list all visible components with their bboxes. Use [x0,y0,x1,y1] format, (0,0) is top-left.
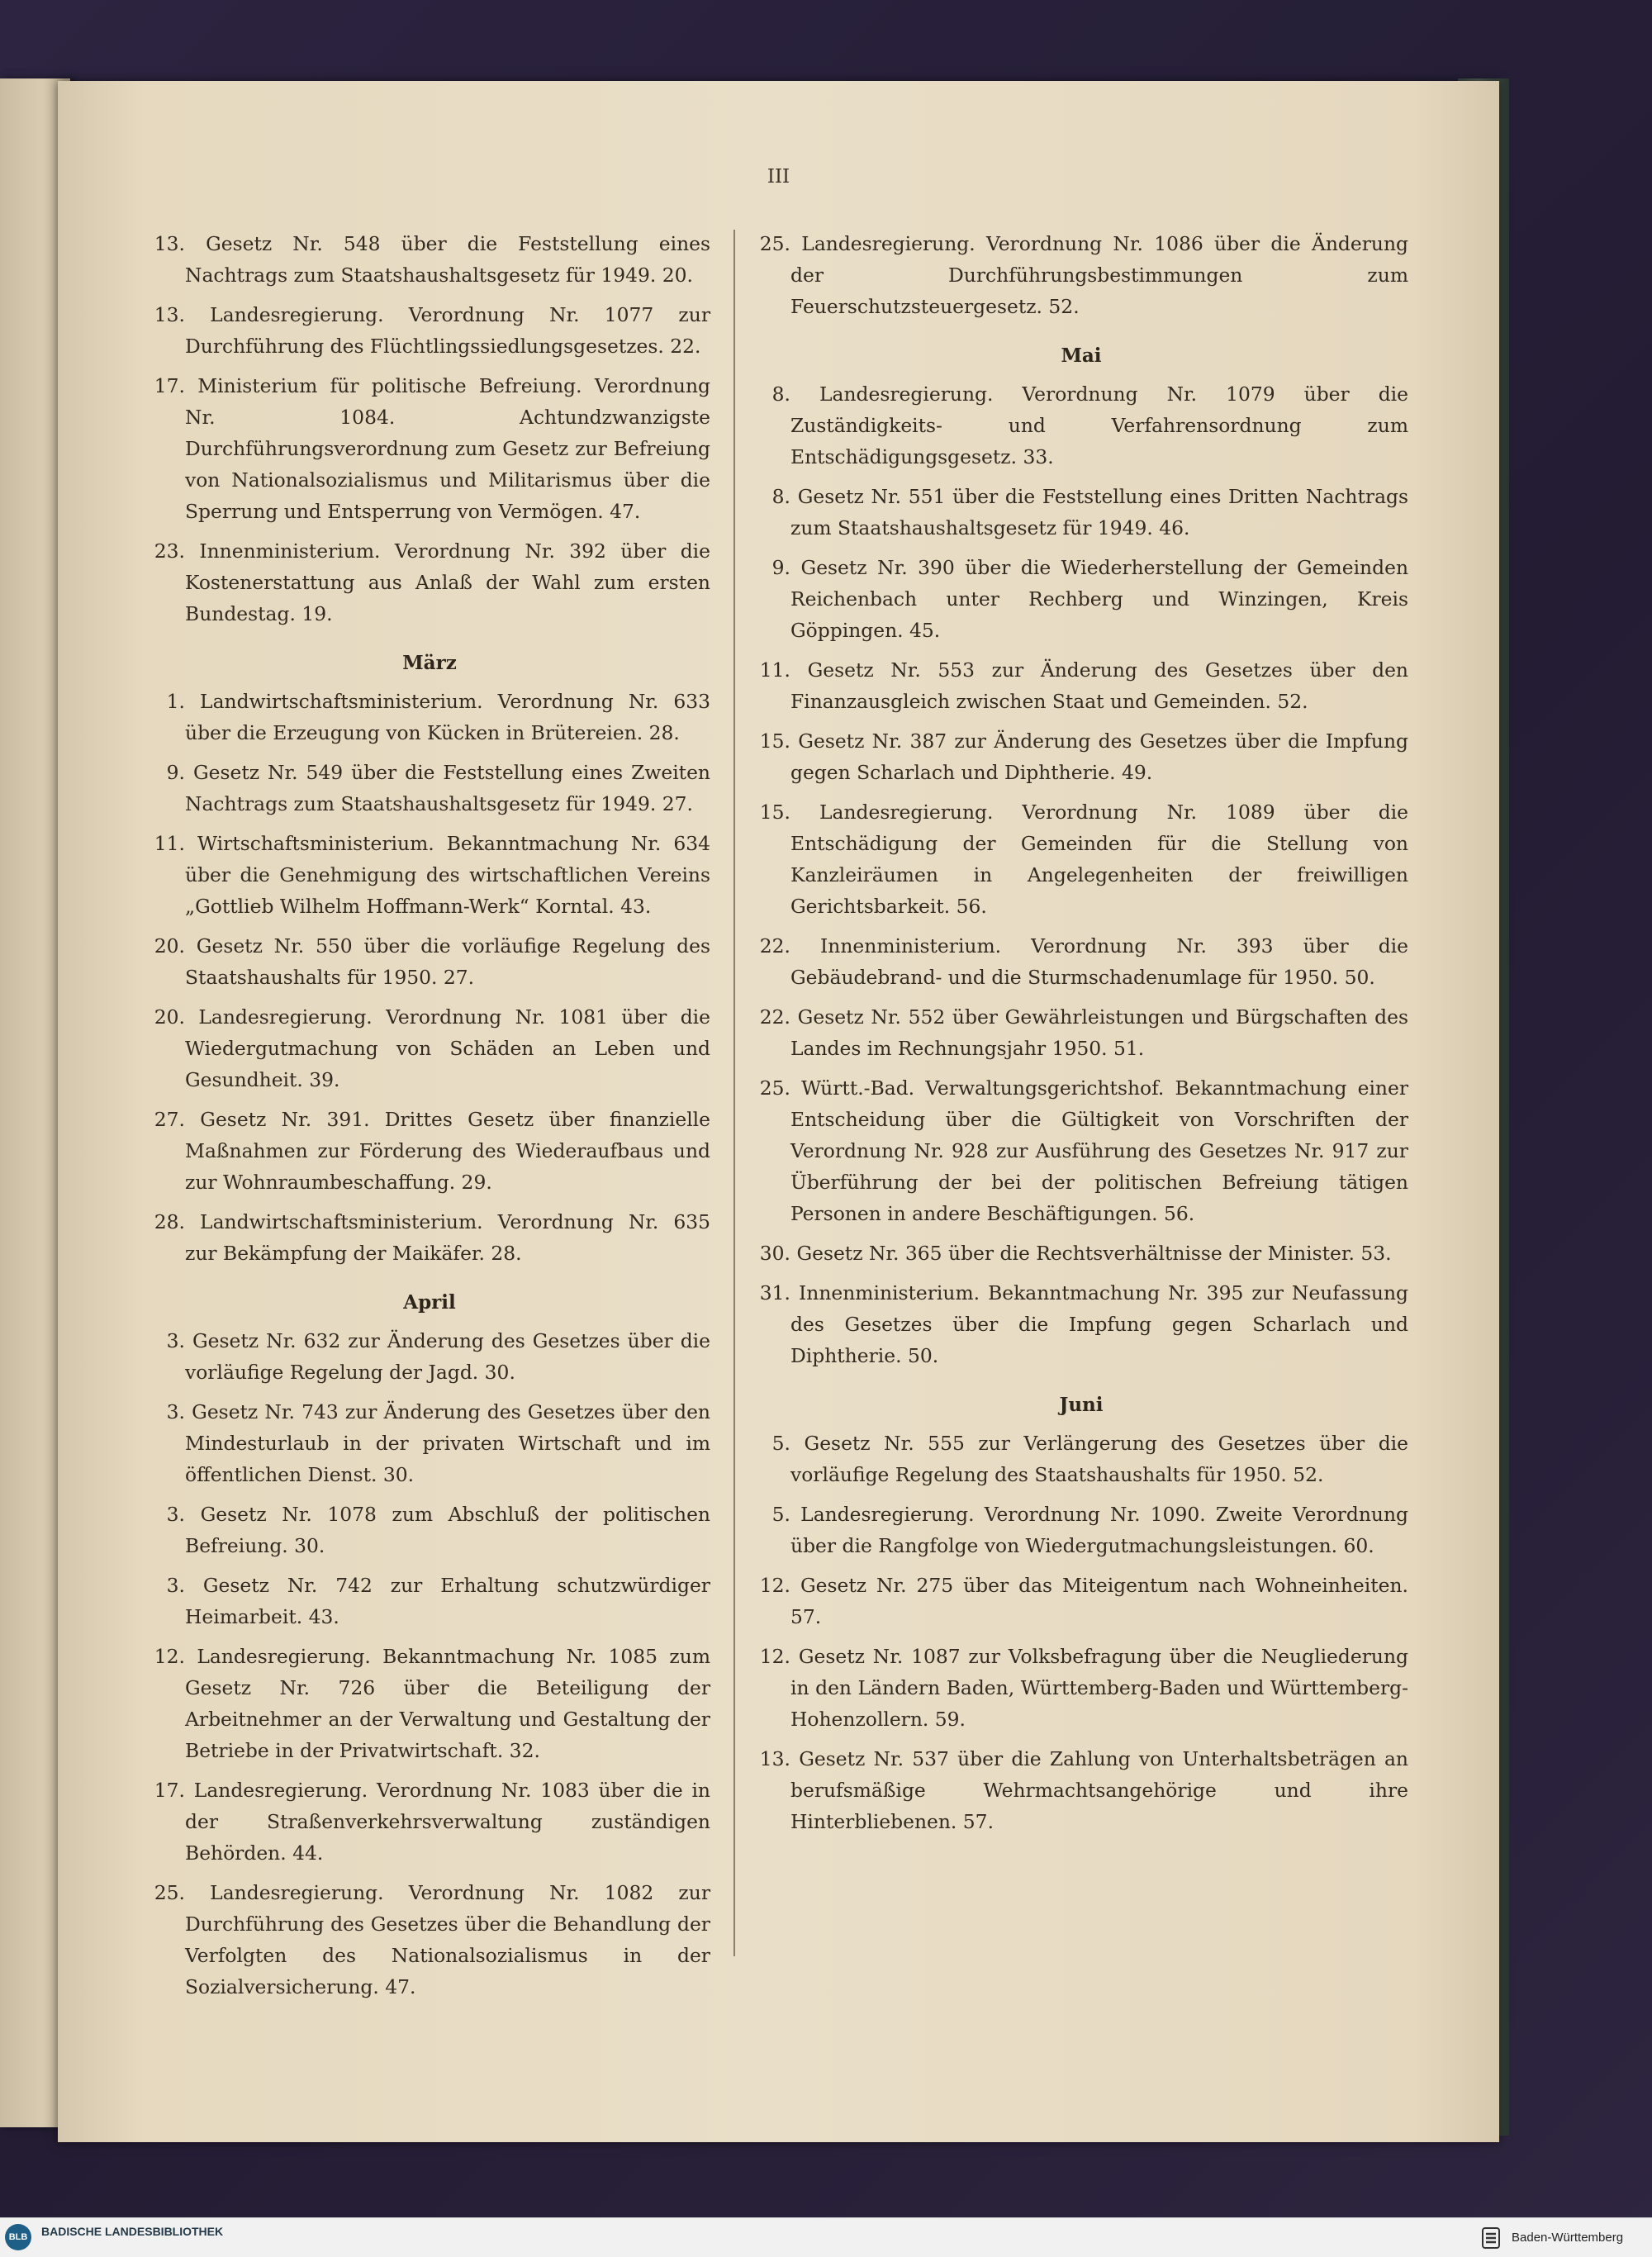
entry-day: 9. [771,556,790,579]
entry-text: Landesregierung. Verordnung Nr. 1083 über die in der Straßenverkehrsverwaltung zuständigen Behörden. 44. [185,1779,710,1865]
index-entry [754,654,1408,717]
index-entry [149,930,710,993]
entry-day: 8. [771,383,790,406]
entry-day: 8. [771,485,790,508]
entry-text: Landesregierung. Bekanntmachung Nr. 1085 zum Gesetz Nr. 726 über die Beteiligung der Arbeitnehmer an der Verwaltung und Gestaltung der Betriebe in der Privatwirtschaft. 32. [185,1645,710,1762]
index-entry [754,1072,1408,1229]
entry-text: Landesregierung. Verordnung Nr. 1082 zur Durchführung des Gesetzes über die Behandlung der Verfolgten des Nationalsozialismus in der Sozialversicherung. 47. [185,1881,710,1998]
index-entry [754,725,1408,788]
index-entry [149,1775,710,1869]
entry-day: 3. [166,1400,185,1423]
entry-day: 13. [154,303,185,326]
entry-day: 13. [154,232,185,255]
index-entry [149,228,710,291]
entry-day: 28. [154,1210,185,1233]
entry-day: 15. [759,729,790,753]
page-number: III [767,166,790,188]
entry-text: Gesetz Nr. 365 über die Rechtsverhältnisse der Minister. 53. [796,1242,1392,1265]
entry-text: Gesetz Nr. 742 zur Erhaltung schutzwürdiger Heimarbeit. 43. [185,1574,710,1628]
index-entry [149,1206,710,1269]
entry-text: Gesetz Nr. 537 über die Zahlung von Unterhaltsbeträgen an berufsmäßige Wehrmachtsangehörige und ihre Hinterbliebenen. 57. [790,1747,1409,1833]
entry-text: Gesetz Nr. 552 über Gewährleistungen und Bürgschaften des Landes im Rechnungsjahr 1950. 51. [790,1005,1408,1060]
left-column [149,228,710,2011]
entry-day: 3. [166,1503,185,1526]
entry-day: 5. [771,1432,790,1455]
entry-text: Ministerium für politische Befreiung. Verordnung Nr. 1084. Achtundzwanzigste Durchführungsverordnung zum Gesetz zur Befreiung von Nationalsozialismus und Militarismus über die Sperrung und Entsperrung von Vermögen. 47. [185,374,710,523]
entry-day: 30. [759,1242,790,1265]
entry-text: Gesetz Nr. 391. Drittes Gesetz über finanzielle Maßnahmen zur Förderung des Wiederaufbaus und zur Wohnraumbeschaffung. 29. [185,1108,710,1194]
blb-logo-text: BLB [8,2232,28,2242]
column-divider [733,230,735,1956]
entry-day: 15. [759,801,790,824]
document-page [58,81,1499,2142]
index-entry [149,535,710,630]
right-column [754,228,1408,1846]
entry-day: 13. [759,1747,790,1770]
index-entry [149,1570,710,1632]
entry-day: 23. [154,539,185,563]
entry-day: 20. [154,1005,185,1029]
index-entry [754,378,1408,473]
entry-text: Gesetz Nr. 275 über das Miteigentum nach Wohneinheiten. 57. [790,1574,1408,1628]
entry-day: 11. [759,658,790,682]
index-entry [754,481,1408,544]
month-heading: April [403,1291,456,1314]
index-entry [754,930,1408,993]
entry-day: 12. [759,1574,790,1597]
index-entry [754,1238,1408,1269]
blb-logo-icon[interactable] [5,2224,31,2250]
entry-text: Landesregierung. Verordnung Nr. 1090. Zweite Verordnung über die Rangfolge von Wiedergutmachungsleistungen. 60. [790,1503,1408,1557]
index-entry [754,1743,1408,1837]
entry-day: 11. [154,832,185,855]
index-entry [149,828,710,922]
index-entry [149,299,710,362]
index-entry [754,1277,1408,1371]
index-entry [149,1641,710,1766]
entry-day: 1. [166,690,185,713]
index-entry [754,796,1408,922]
entry-text: Landesregierung. Verordnung Nr. 1079 über die Zuständigkeits- und Verfahrensordnung zum Entschädigungsgesetz. 33. [790,383,1409,468]
entry-text: Innenministerium. Bekanntmachung Nr. 395 zur Neufassung des Gesetzes über die Impfung gegen Scharlach und Diphtherie. 50. [790,1281,1408,1367]
index-entry [149,757,710,820]
index-entry [149,1877,710,2003]
month-heading: Mai [1061,344,1102,367]
index-entry [149,1499,710,1561]
month-heading: Juni [1059,1394,1104,1416]
entry-text: Wirtschaftsministerium. Bekanntmachung Nr. 634 über die Genehmigung des wirtschaftlichen Vereins „Gottlieb Wilhelm Hoffmann-Werk“ Korntal. 43. [185,832,710,918]
index-entry [754,552,1408,646]
entry-text: Gesetz Nr. 1087 zur Volksbefragung über die Neugliederung in den Ländern Baden, Württemberg-Baden und Württemberg-Hohenzollern. 59. [790,1645,1409,1731]
index-entry [149,686,710,748]
entry-text: Landesregierung. Verordnung Nr. 1077 zur Durchführung des Flüchtlingssiedlungsgesetzes. 22. [185,303,710,358]
entry-text: Landwirtschaftsministerium. Verordnung Nr. 635 zur Bekämpfung der Maikäfer. 28. [185,1210,711,1265]
entry-day: 17. [154,1779,185,1802]
state-label[interactable]: Baden-Württemberg [1512,2231,1624,2245]
entry-day: 22. [759,934,790,957]
entry-text: Württ.-Bad. Verwaltungsgerichtshof. Bekanntmachung einer Entscheidung über die Gültigkeit von Vorschriften der Verordnung Nr. 928 zur Ausführung des Gesetzes Nr. 917 zur Überführung der bei der politischen Befreiung tätigen Personen in andere Beschäftigungen. 56. [790,1076,1409,1225]
entry-text: Gesetz Nr. 555 zur Verlängerung des Gesetzes über die vorläufige Regelung des Staatshaushalts für 1950. 52. [790,1432,1408,1486]
baden-wuerttemberg-lions-icon [1480,2226,1502,2250]
entry-day: 3. [166,1329,185,1352]
index-entry [149,1396,710,1490]
entry-text: Innenministerium. Verordnung Nr. 393 über die Gebäudebrand- und die Sturmschadenumlage für 1950. 50. [790,934,1409,989]
entry-text: Gesetz Nr. 551 über die Feststellung eines Dritten Nachtrags zum Staatshaushaltsgesetz für 1949. 46. [790,485,1408,539]
index-entry [149,1001,710,1095]
entry-text: Gesetz Nr. 387 zur Änderung des Gesetzes über die Impfung gegen Scharlach und Diphtherie. 49. [790,729,1409,784]
index-entry [754,228,1408,322]
entry-day: 12. [759,1645,790,1668]
index-entry [149,1325,710,1388]
entry-day: 12. [154,1645,185,1668]
index-entry [754,1428,1408,1490]
entry-day: 5. [771,1503,790,1526]
entry-text: Landwirtschaftsministerium. Verordnung Nr. 633 über die Erzeugung von Kücken in Brütereien. 28. [185,690,711,744]
entry-text: Innenministerium. Verordnung Nr. 392 über die Kostenerstattung aus Anlaß der Wahl zum ersten Bundestag. 19. [185,539,710,625]
entry-text: Gesetz Nr. 549 über die Feststellung eines Zweiten Nachtrags zum Staatshaushaltsgesetz für 1949. 27. [185,761,710,815]
library-name[interactable]: BADISCHE LANDESBIBLIOTHEK [41,2225,224,2238]
index-entry [149,370,710,527]
entry-day: 31. [759,1281,790,1304]
entry-day: 20. [154,934,185,957]
entry-text: Gesetz Nr. 390 über die Wiederherstellung der Gemeinden Reichenbach unter Rechberg und Winzingen, Kreis Göppingen. 45. [790,556,1409,642]
entry-text: Gesetz Nr. 743 zur Änderung des Gesetzes über den Mindesturlaub in der privaten Wirtschaft und im öffentlichen Dienst. 30. [185,1400,710,1486]
entry-text: Landesregierung. Verordnung Nr. 1081 über die Wiedergutmachung von Schäden an Leben und Gesundheit. 39. [185,1005,710,1091]
entry-day: 27. [154,1108,185,1131]
entry-text: Gesetz Nr. 1078 zum Abschluß der politischen Befreiung. 30. [185,1503,710,1557]
entry-day: 25. [759,1076,790,1100]
entry-text: Landesregierung. Verordnung Nr. 1089 über die Entschädigung der Gemeinden für die Stellung von Kanzleiräumen in Angelegenheiten der freiwilligen Gerichtsbarkeit. 56. [790,801,1409,918]
entry-text: Gesetz Nr. 550 über die vorläufige Regelung des Staatshaushalts für 1950. 27. [185,934,711,989]
index-entry [754,1001,1408,1064]
index-entry [754,1641,1408,1735]
month-heading: März [402,652,457,674]
entry-day: 17. [154,374,185,397]
entry-day: 25. [759,232,790,255]
entry-text: Gesetz Nr. 632 zur Änderung des Gesetzes über die vorläufige Regelung der Jagd. 30. [185,1329,710,1384]
entry-day: 9. [166,761,185,784]
index-entry [754,1570,1408,1632]
viewer-footer [0,2217,1652,2257]
index-entry [149,1104,710,1198]
entry-day: 3. [166,1574,185,1597]
entry-text: Gesetz Nr. 548 über die Feststellung eines Nachtrags zum Staatshaushaltsgesetz für 1949. 20. [185,232,710,287]
entry-text: Gesetz Nr. 553 zur Änderung des Gesetzes über den Finanzausgleich zwischen Staat und Gemeinden. 52. [790,658,1408,713]
index-entry [754,1499,1408,1561]
entry-text: Landesregierung. Verordnung Nr. 1086 über die Änderung der Durchführungsbestimmungen zum Feuerschutzsteuergesetz. 52. [790,232,1408,318]
entry-day: 22. [759,1005,790,1029]
entry-day: 25. [154,1881,185,1904]
